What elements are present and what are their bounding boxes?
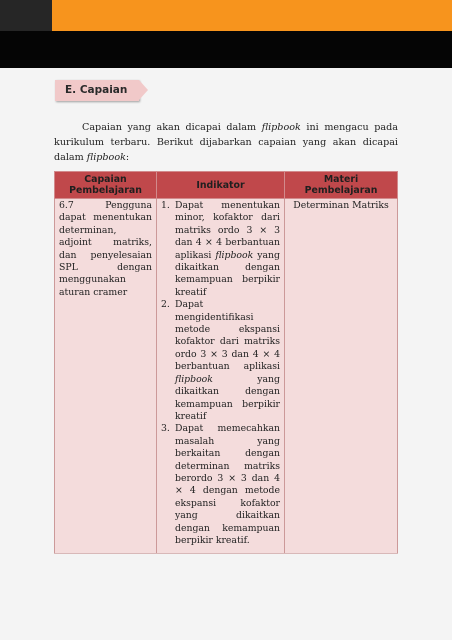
capaian-table (54, 171, 398, 554)
header-dark-block (0, 0, 52, 31)
intro-italic-2: flipbook (86, 152, 126, 163)
header-indikator: Indikator (157, 172, 285, 199)
intro-text-1: Capaian yang akan dicapai dalam (82, 122, 262, 133)
indikator-list (161, 200, 280, 547)
indikator-item-2 (161, 299, 280, 423)
indikator-number: 2. (161, 299, 170, 311)
header-orange-bar (52, 0, 452, 31)
indikator-text: Dapat menentukan minor, kofaktor dari matriks ordo 3 × 3 dan 4 × 4 berbantuan aplikasi flipbook yang dikaitkan dengan kemampuan berpikir kreatif (175, 200, 280, 298)
indikator-number: 1. (161, 200, 170, 211)
cell-capaian: 6.7 Pengguna dapat menentukan determinan, adjoint matriks, dan penyelesaian SPL dengan menggunakan aturan cramer (55, 199, 157, 554)
indikator-number: 3. (161, 423, 170, 435)
indikator-item-1 (161, 200, 280, 299)
indikator-item-3 (161, 423, 280, 547)
header-materi: Materi Pembelajaran (285, 172, 398, 199)
section-heading-tag: E. Capaian (55, 80, 139, 101)
cell-materi: Determinan Matriks (285, 199, 398, 554)
intro-italic-1: flipbook (261, 122, 301, 133)
indikator-text: Dapat memecahkan masalah yang berkaitan dengan determinan matriks berordo 3 × 3 dan 4 × 4 dengan metode ekspansi kofaktor yang dikaitkan dengan kemampuan berpikir kreatif. (175, 423, 280, 546)
intro-paragraph (54, 120, 398, 165)
table-header-row (55, 172, 398, 199)
table-row (55, 199, 398, 554)
indikator-text: Dapat mengidentifikasi metode ekspansi kofaktor dari matriks ordo 3 × 3 dan 4 × 4 berbantuan aplikasi flipbook yang dikaitkan dengan kemampuan berpikir kreatif (175, 299, 280, 422)
intro-text-2: ini mengacu pada kurikulum terbaru. Berikut dijabarkan capaian yang akan dicapai dalam (54, 122, 398, 163)
header-capaian: Capaian Pembelajaran (55, 172, 157, 199)
intro-text-3: : (125, 152, 130, 163)
cell-indikator (157, 199, 285, 554)
